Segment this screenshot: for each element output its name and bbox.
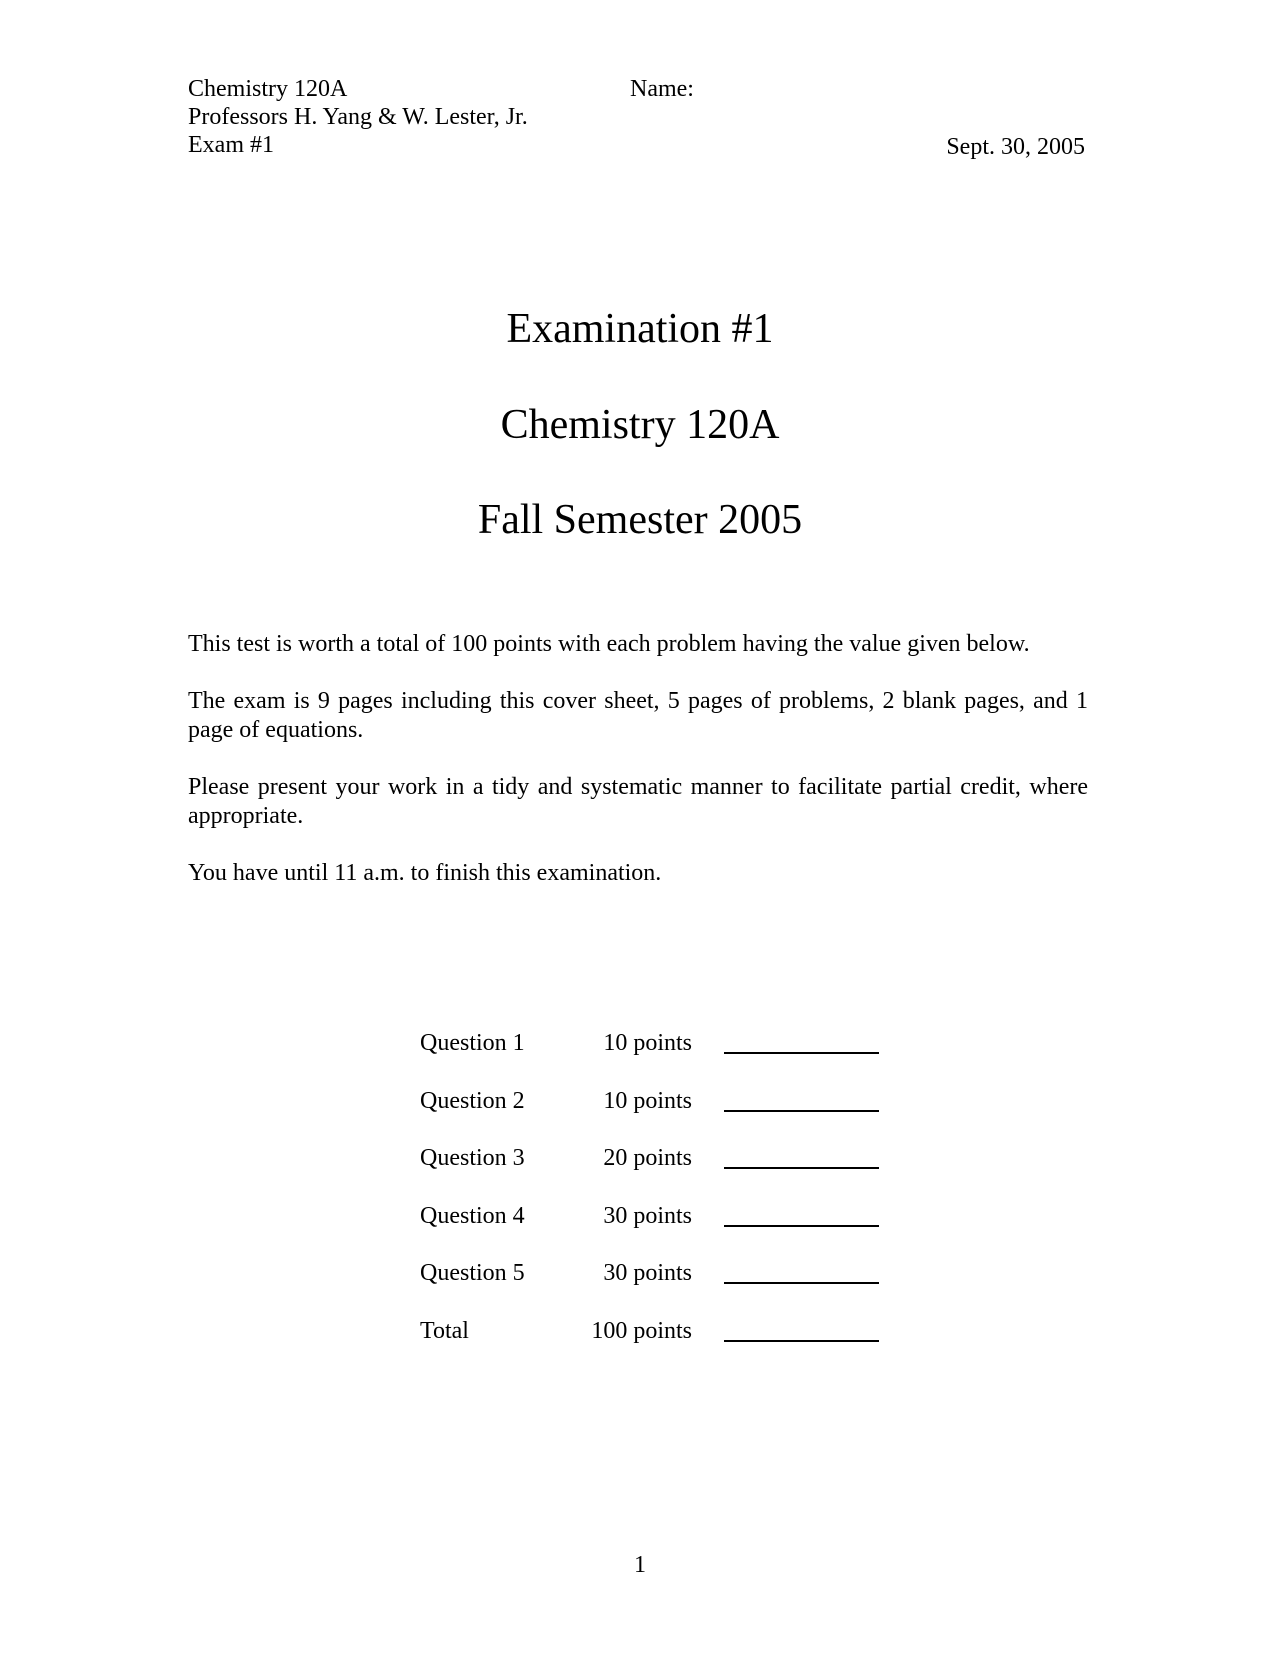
score-blank — [724, 1203, 879, 1227]
page-number: 1 — [634, 1552, 646, 1578]
score-blank — [724, 1088, 879, 1112]
score-label: Question 2 — [420, 1087, 525, 1114]
score-points: 30 points — [603, 1260, 692, 1287]
title-course: Chemistry 120A — [500, 402, 780, 448]
total-label: Total — [420, 1317, 469, 1344]
header-left — [188, 75, 528, 159]
total-points: 100 points — [591, 1317, 692, 1344]
instruction-time: You have until 11 a.m. to finish this examination. — [188, 860, 662, 886]
score-label: Question 5 — [420, 1260, 525, 1287]
instruction-presentation: Please present your work in a tidy and systematic manner to facilitate partial credit, where appropriate. — [188, 774, 1088, 829]
score-blank — [724, 1260, 879, 1284]
exam-label: Exam #1 — [188, 132, 274, 158]
score-label: Question 4 — [420, 1202, 525, 1229]
score-points: 30 points — [603, 1202, 692, 1229]
score-blank — [724, 1145, 879, 1169]
score-row — [420, 1203, 919, 1261]
title-examination: Examination #1 — [506, 306, 774, 352]
score-row-total — [420, 1318, 919, 1376]
score-row — [420, 1145, 919, 1203]
instruction-pages: The exam is 9 pages including this cover sheet, 5 pages of problems, 2 blank pages, and 1 page of equations. — [188, 688, 1088, 743]
professors-label: Professors H. Yang & W. Lester, Jr. — [188, 104, 528, 130]
instruction-points: This test is worth a total of 100 points with each problem having the value given below. — [188, 631, 1030, 657]
score-row — [420, 1260, 919, 1318]
instructions — [188, 630, 1088, 916]
score-points: 10 points — [603, 1030, 692, 1056]
score-table — [420, 1030, 919, 1376]
exam-date: Sept. 30, 2005 — [946, 134, 1085, 160]
score-row — [420, 1088, 919, 1146]
score-blank — [724, 1030, 879, 1054]
score-label: Question 3 — [420, 1145, 525, 1172]
score-row — [420, 1030, 919, 1088]
title-semester: Fall Semester 2005 — [477, 497, 803, 543]
score-points: 10 points — [603, 1087, 692, 1114]
score-label: Question 1 — [420, 1030, 525, 1056]
name-label: Name: — [630, 76, 694, 102]
course-label: Chemistry 120A — [188, 76, 348, 102]
score-points: 20 points — [603, 1145, 692, 1172]
total-blank — [724, 1318, 879, 1342]
